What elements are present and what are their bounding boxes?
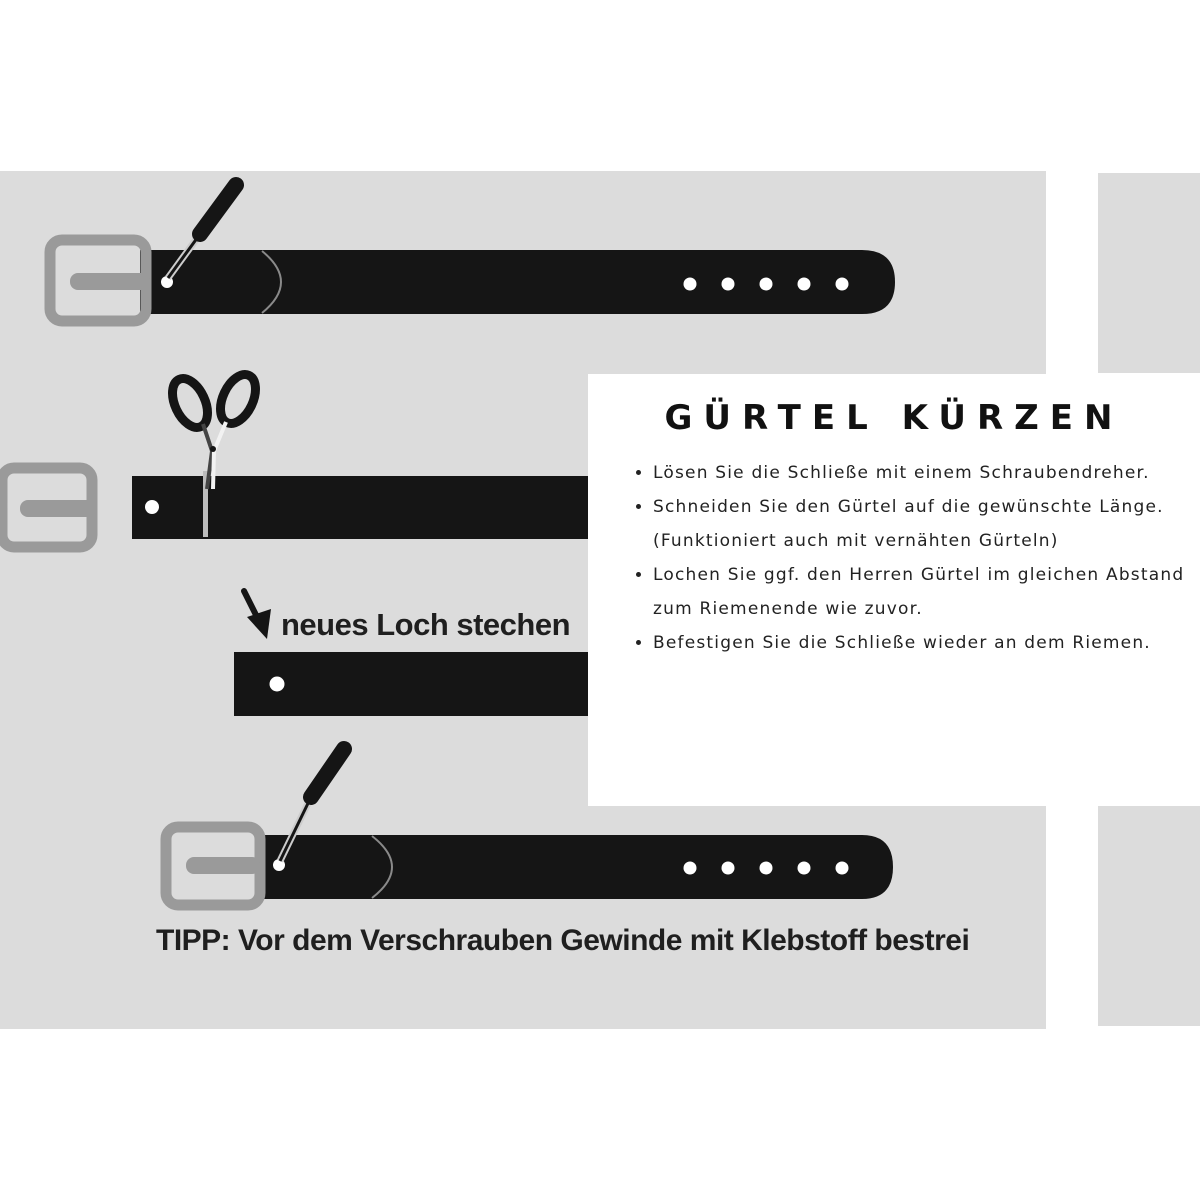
step-list [620,456,1193,660]
side-panel-bottom [1098,806,1200,1026]
belt-buckle-icon [166,827,260,905]
belt-buckle-icon [2,468,96,547]
side-panel-top [1098,173,1200,373]
belt-step-2 [2,369,602,547]
step-item: • Lösen Sie die Schließe mit einem Schraubendreher. [653,456,1193,490]
belt-strap [234,652,604,716]
belt-hole [145,500,159,514]
belt-strap [132,476,602,539]
belt-step-1 [50,185,895,321]
card-title: GÜRTEL KÜRZEN [664,398,1124,438]
scissors-icon [165,369,262,489]
step-item: • Lochen Sie ggf. den Herren Gürtel im gleichen Abstand zum Riemenende wie zuvor. [653,558,1193,626]
step-item: • Schneiden Sie den Gürtel auf die gewünschte Länge. (Funktioniert auch mit vernähten Gürteln) [653,490,1193,558]
belt-hole [270,677,285,692]
new-hole-label: neues Loch stechen [281,607,571,642]
tip-text: TIPP: Vor dem Verschrauben Gewinde mit Klebstoff bestrei [156,924,970,957]
instruction-card [588,374,1200,806]
step-item: • Befestigen Sie die Schließe wieder an dem Riemen. [653,626,1193,660]
belt-strap [140,250,895,314]
belt-buckle-icon [50,240,150,321]
arrow-down-icon [244,591,271,639]
